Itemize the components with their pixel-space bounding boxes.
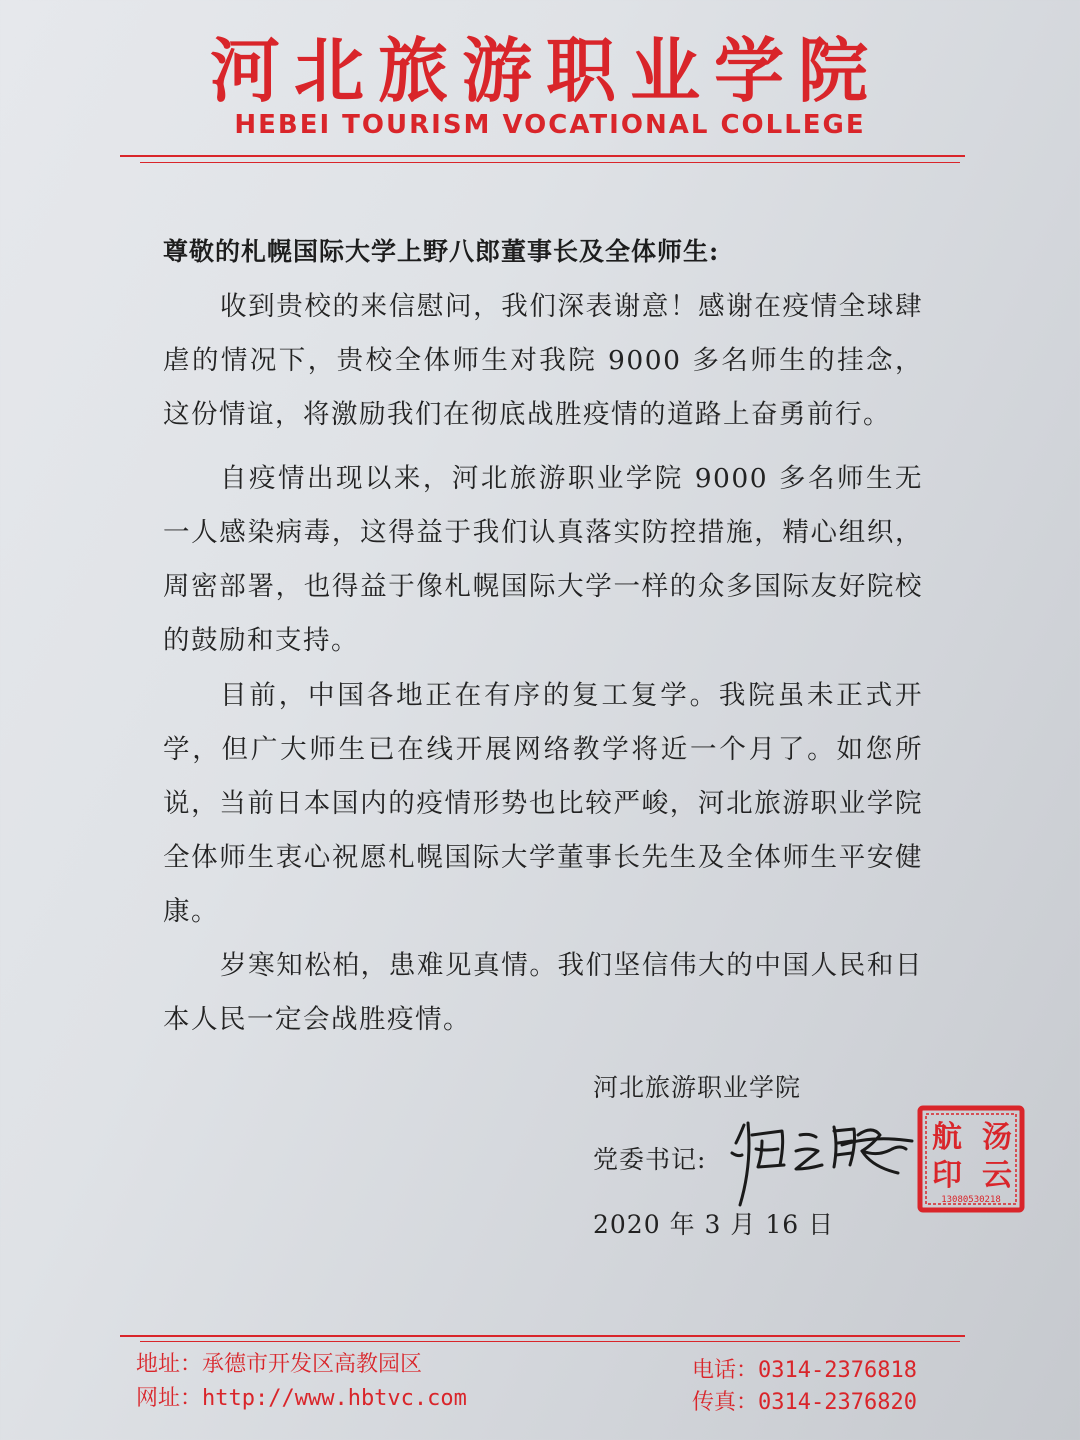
letterhead-subtitle: HEBEI TOURISM VOCATIONAL COLLEGE	[234, 110, 866, 140]
header-rule-bottom	[140, 162, 960, 163]
svg-text:航: 航	[932, 1120, 962, 1155]
letterhead-title: 河北旅游职业学院	[210, 30, 882, 112]
signoff-date: 2020 年 3 月 16 日	[593, 1210, 835, 1239]
footer-website-link[interactable]: 网址：http://www.hbtvc.com	[136, 1386, 467, 1411]
handwritten-signature	[722, 1105, 922, 1215]
footer-phone: 电话：0314-2376818	[692, 1358, 917, 1383]
salutation: 尊敬的札幌国际大学上野八郎董事长及全体师生:	[163, 237, 720, 266]
footer-rule-top	[120, 1335, 965, 1337]
name-seal-stamp	[917, 1105, 1025, 1213]
svg-text:云: 云	[982, 1158, 1012, 1193]
letter-paragraph: 收到贵校的来信慰问，我们深表谢意！感谢在疫情全球肆虐的情况下，贵校全体师生对我院 9000 多名师生的挂念，这份情谊，将激励我们在彻底战胜疫情的道路上奋勇前行。	[163, 291, 923, 430]
signoff-title: 党委书记:	[593, 1145, 707, 1174]
footer-address: 地址：承德市开发区高教园区	[136, 1352, 423, 1377]
letter-paragraph: 自疫情出现以来，河北旅游职业学院 9000 多名师生无一人感染病毒，这得益于我们认真落实防控措施，精心组织，周密部署，也得益于像札幌国际大学一样的众多国际友好院校的鼓励和支持。	[163, 463, 923, 656]
letter-paragraph: 目前，中国各地正在有序的复工复学。我院虽未正式开学，但广大师生已在线开展网络教学将近一个月了。如您所说，当前日本国内的疫情形势也比较严峻，河北旅游职业学院全体师生衷心祝愿札幌国际大学董事长先生及全体师生平安健康。	[163, 680, 923, 927]
svg-text:汤: 汤	[982, 1120, 1012, 1155]
header-rule-top	[120, 155, 965, 157]
letter-paragraph: 岁寒知松柏，患难见真情。我们坚信伟大的中国人民和日本人民一定会战胜疫情。	[163, 950, 923, 1035]
footer-fax: 传真：0314-2376820	[692, 1390, 917, 1415]
svg-text:印: 印	[932, 1158, 962, 1193]
svg-text:13080530218: 13080530218	[941, 1195, 1001, 1205]
signoff-organization: 河北旅游职业学院	[593, 1073, 802, 1102]
footer-rule-bottom	[140, 1341, 960, 1342]
